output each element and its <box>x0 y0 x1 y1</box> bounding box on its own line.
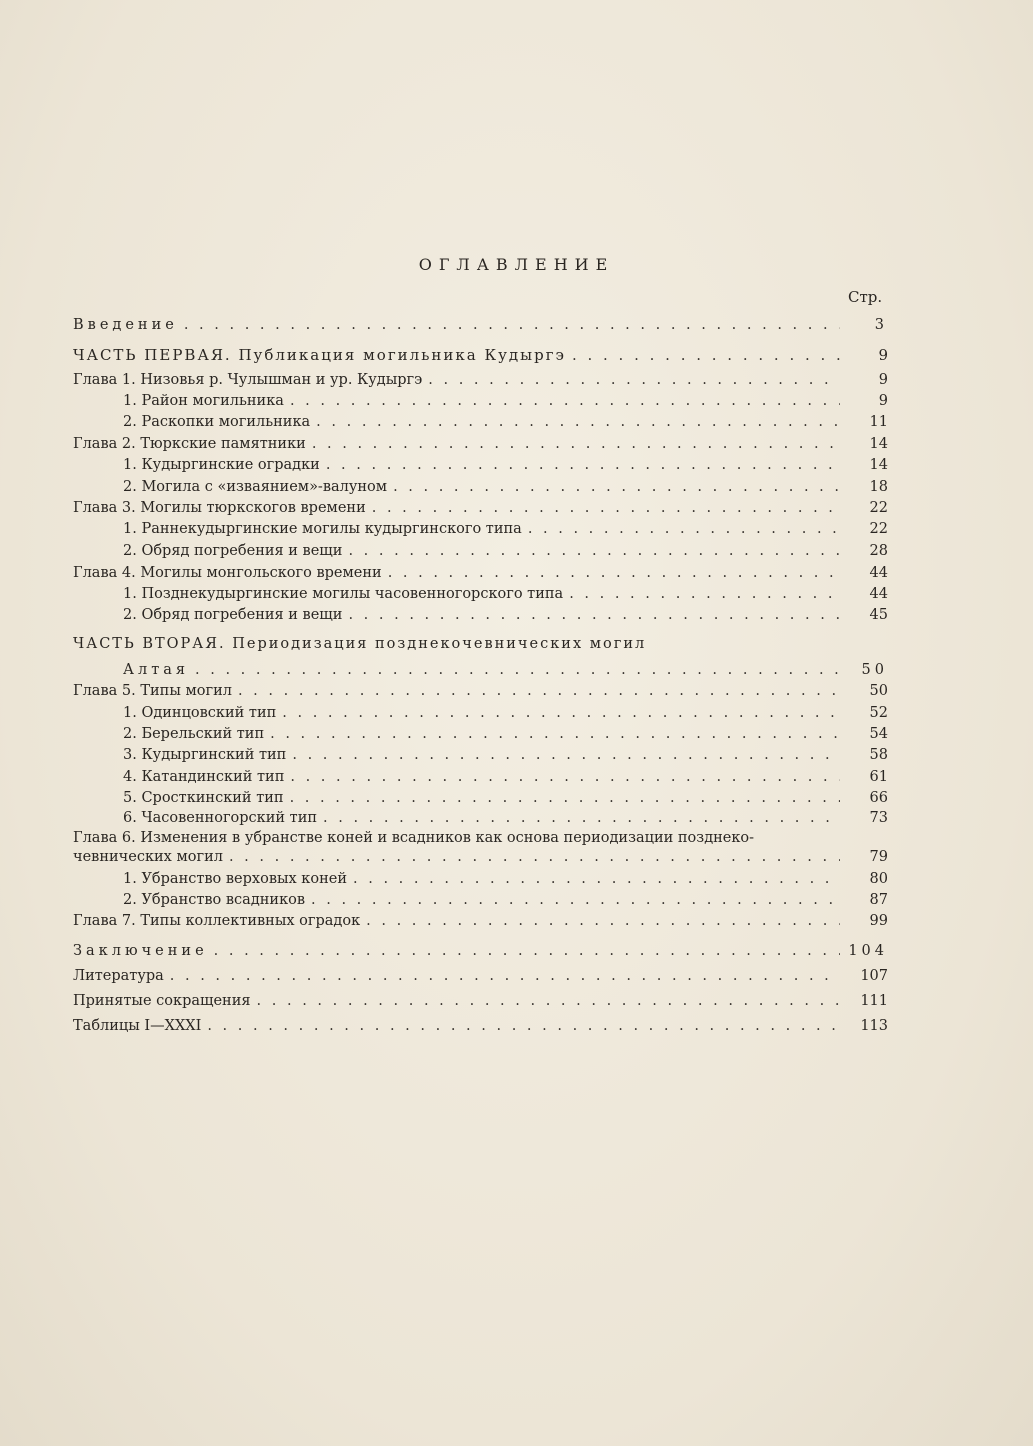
toc-entry-page: 45 <box>869 607 888 623</box>
toc-entry-label: 1. Одинцовский тип <box>123 705 277 721</box>
toc-entry-page: 111 <box>860 993 888 1009</box>
toc-entry-page: 113 <box>860 1018 888 1034</box>
toc-entry-label: 1. Кудыргинские оградки <box>123 457 320 473</box>
toc-entry-label: Глава 4. Могилы монгольского времени <box>73 565 382 581</box>
toc-entry-page: 107 <box>860 968 888 984</box>
toc-entry-page: 44 <box>869 565 888 581</box>
toc-entry <box>123 584 888 604</box>
toc-entry-page: 73 <box>869 810 888 826</box>
toc-entry-label: 2. Могила с «изваянием»-валуном <box>123 479 388 495</box>
toc-entry-page: 14 <box>869 457 888 473</box>
toc-entry <box>73 563 888 583</box>
toc-entry <box>123 724 888 744</box>
toc-entry-page: 79 <box>869 849 888 865</box>
toc-entry-page: 9 <box>878 393 888 409</box>
toc-entry <box>123 788 888 808</box>
toc-entry <box>123 703 888 723</box>
toc-entry-label: Алтая <box>123 662 190 678</box>
toc-entry <box>73 941 888 961</box>
toc-entry-label: Глава 7. Типы коллективных оградок <box>73 913 361 929</box>
toc-entry-label: 2. Обряд погребения и вещи <box>123 607 343 623</box>
toc-entry <box>123 890 888 910</box>
toc-entry <box>73 991 888 1011</box>
toc-entry-page: 14 <box>869 436 888 452</box>
toc-entry-label: Принятые сокращения <box>73 993 251 1009</box>
toc-entry-page: 61 <box>869 769 888 785</box>
toc-entry <box>73 345 888 365</box>
toc-entry-label: 1. Позднекудыргинские могилы часовенногорского типа <box>123 586 564 602</box>
toc-entry <box>123 519 888 539</box>
toc-entry-page: 54 <box>869 726 888 742</box>
toc-entry-page: 3 <box>874 317 888 333</box>
toc-entry <box>73 434 888 454</box>
toc-entry <box>123 660 888 680</box>
toc-entry-label: Литература <box>73 968 164 984</box>
toc-entry <box>73 847 888 867</box>
toc-entry <box>73 370 888 390</box>
toc-entry-page: 87 <box>869 892 888 908</box>
toc-entry <box>123 412 888 432</box>
toc-entry-page: 50 <box>861 662 888 678</box>
toc-entry <box>123 541 888 561</box>
toc-entry-page: 9 <box>878 346 888 364</box>
toc-entry-label: Глава 2. Тюркские памятники <box>73 436 306 452</box>
toc-entry-page: 50 <box>869 683 888 699</box>
toc-entry-page: 9 <box>878 372 888 388</box>
toc-entry-label: 2. Раскопки могильника <box>123 414 311 430</box>
toc-entry <box>73 1016 888 1036</box>
toc-entry <box>123 767 888 787</box>
toc-entry <box>123 477 888 497</box>
toc-entry <box>123 605 888 625</box>
toc-entry-page: 52 <box>869 705 888 721</box>
toc-entry <box>123 455 888 475</box>
toc-entry-page: 80 <box>869 871 888 887</box>
toc-entry-label: Глава 1. Низовья р. Чулышман и ур. Кудыргэ <box>73 372 423 388</box>
toc-entry <box>123 391 888 411</box>
toc-entry <box>123 869 888 889</box>
toc-entry-label: 1. Раннекудыргинские могилы кудыргинского типа <box>123 521 522 537</box>
toc-entry <box>73 498 888 518</box>
toc-entry-page: 99 <box>869 913 888 929</box>
toc-entry-label: 2. Убранство всадников <box>123 892 306 908</box>
toc-entry <box>73 911 888 931</box>
toc-entry-label: Таблицы I—XXXI <box>73 1018 202 1034</box>
toc-entry-label: Заключение <box>73 943 208 959</box>
toc-entry-label: 3. Кудыргинский тип <box>123 747 287 763</box>
toc-entry-page: 66 <box>869 790 888 806</box>
toc-entry-label: Введение <box>73 317 178 333</box>
toc-entry <box>73 681 888 701</box>
toc-entry-page: 28 <box>869 543 888 559</box>
toc-part-heading: ЧАСТЬ ВТОРАЯ. Периодизация позднекочевнических могил <box>73 636 647 652</box>
toc-entry-page: 18 <box>869 479 888 495</box>
toc-entry-label: 6. Часовенногорский тип <box>123 810 318 826</box>
toc-entry-label: чевнических могил <box>73 849 223 865</box>
page-column-header: Стр. <box>848 288 883 306</box>
toc-entry-label: 1. Убранство верховых коней <box>123 871 348 887</box>
toc-entry-page: 11 <box>869 414 888 430</box>
toc-entry <box>73 315 888 335</box>
toc-entry-label: 5. Сросткинский тип <box>123 790 284 806</box>
toc-entry-label: 2. Берельский тип <box>123 726 265 742</box>
toc-entry <box>123 808 888 828</box>
toc-entry-label: 4. Катандинский тип <box>123 769 285 785</box>
toc-entry-label: 2. Обряд погребения и вещи <box>123 543 343 559</box>
toc-entry-label: 1. Район могильника <box>123 393 284 409</box>
toc-entry-label: ЧАСТЬ ПЕРВАЯ. Публикация могильника Кудыргэ <box>73 346 566 364</box>
toc-entry <box>123 745 888 765</box>
toc-entry-page: 58 <box>869 747 888 763</box>
toc-entry <box>73 966 888 986</box>
page-title: ОГЛАВЛЕНИЕ <box>418 255 615 274</box>
toc-entry-page: 104 <box>848 943 888 959</box>
toc-entry-label: Глава 5. Типы могил <box>73 683 232 699</box>
toc-entry-page: 22 <box>869 521 888 537</box>
toc-entry-page: 22 <box>869 500 888 516</box>
toc-entry-label: Глава 6. Изменения в убранстве коней и всадников как основа периодизации позднеко- <box>73 830 755 846</box>
toc-entry-label: Глава 3. Могилы тюркскогов времени <box>73 500 366 516</box>
toc-entry-page: 44 <box>869 586 888 602</box>
